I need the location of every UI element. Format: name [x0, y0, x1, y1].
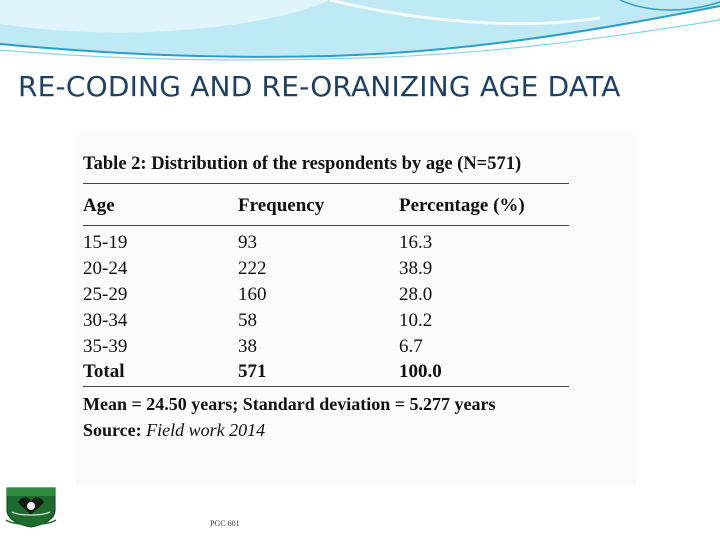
source-label: Source: [83, 420, 142, 440]
table-total-row [83, 360, 573, 384]
total-frequency: 571 [238, 361, 267, 382]
table-row [83, 256, 573, 282]
frequency-cell: 160 [238, 284, 267, 305]
total-label: Total [83, 361, 125, 382]
frequency-cell: 58 [238, 310, 257, 331]
table-row [83, 334, 573, 360]
age-cell: 20-24 [83, 258, 128, 279]
table-caption: Table 2: Distribution of the respondents by age (N=571) [83, 154, 522, 174]
table-row [83, 308, 573, 334]
table-row [83, 230, 573, 256]
stats-line [83, 391, 573, 417]
stats-text: Mean = 24.50 years; Standard deviation = 5.277 years [83, 394, 496, 414]
age-distribution-table [83, 154, 573, 443]
frequency-cell: 93 [238, 232, 257, 253]
header-percentage: Percentage (%) [399, 195, 525, 216]
age-cell: 30-34 [83, 310, 128, 331]
percentage-cell: 38.9 [399, 258, 433, 279]
age-distribution-table-panel [76, 132, 636, 486]
frequency-cell: 38 [238, 336, 257, 357]
age-cell: 25-29 [83, 284, 128, 305]
percentage-cell: 6.7 [399, 336, 423, 357]
percentage-cell: 10.2 [399, 310, 433, 331]
total-percentage: 100.0 [399, 361, 442, 382]
university-crest-logo-icon [4, 482, 58, 528]
header-age: Age [83, 195, 115, 216]
percentage-cell: 16.3 [399, 232, 433, 253]
slide-title: RE-CODING AND RE-ORANIZING AGE DATA [18, 70, 621, 103]
age-cell: 15-19 [83, 232, 128, 253]
table-bottom-rule [83, 386, 569, 387]
table-row [83, 282, 573, 308]
table-header-row [83, 184, 573, 225]
source-value: Field work 2014 [146, 420, 266, 440]
source-line [83, 417, 573, 443]
percentage-cell: 28.0 [399, 284, 433, 305]
frequency-cell: 222 [238, 258, 267, 279]
age-cell: 35-39 [83, 336, 128, 357]
header-frequency: Frequency [238, 195, 325, 216]
slide-footer: PGC 601 [210, 519, 240, 528]
header-swoosh-decoration [0, 0, 720, 80]
